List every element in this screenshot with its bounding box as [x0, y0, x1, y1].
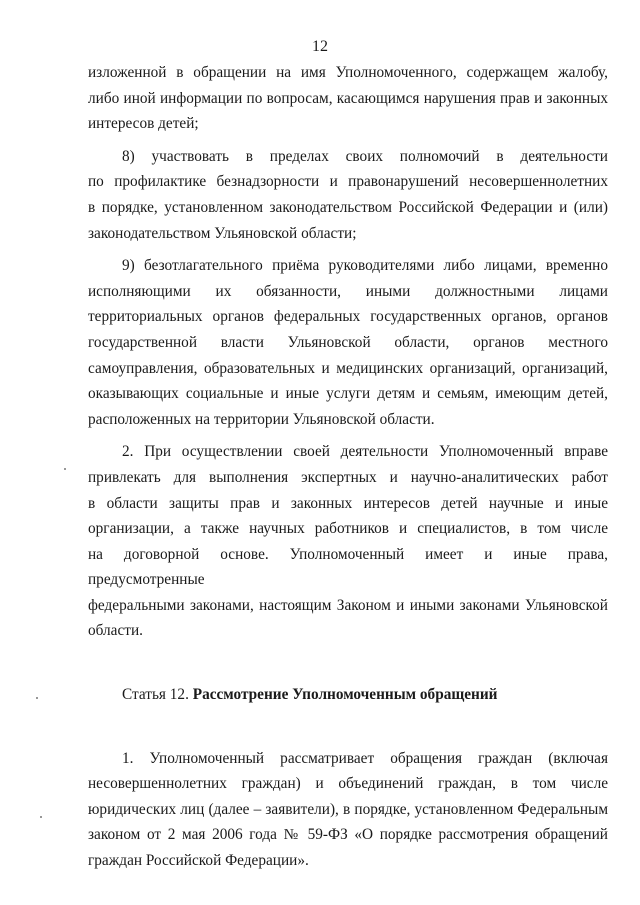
- paragraph: [88, 746, 608, 874]
- text-line: юридических лиц (далее – заявители), в порядке, установленном Федеральным: [88, 800, 608, 818]
- text-line: самоуправления, образовательных и медицинских организаций, организаций,: [88, 359, 608, 377]
- text-line: области.: [88, 622, 143, 640]
- text-line: либо иной информации по вопросам, касающимся нарушения прав и законных: [88, 89, 608, 107]
- text-line: в порядке, установленном законодательством Российской Федерации и (или): [88, 198, 608, 216]
- text-line: привлекать для выполнения экспертных и научно-аналитических работ: [88, 468, 608, 486]
- scan-speck: [40, 816, 42, 818]
- text-line: государственной власти Ульяновской области, органов местного: [88, 333, 608, 351]
- document-body: [88, 60, 608, 874]
- paragraphs-top: [88, 60, 608, 644]
- text-line: граждан Российской Федерации».: [88, 852, 309, 870]
- scan-speck: [64, 468, 66, 470]
- text-line: федеральными законами, настоящим Законом и иными законами Ульяновской: [88, 596, 608, 614]
- text-line: в области защиты прав и законных интересов детей научные и иные: [88, 494, 608, 512]
- paragraph: [88, 253, 608, 432]
- text-line: по профилактике безнадзорности и правонарушений несовершеннолетних: [88, 173, 608, 191]
- text-line: 8) участвовать в пределах своих полномочий в деятельности: [122, 147, 608, 165]
- text-line: интересов детей;: [88, 115, 199, 133]
- text-line: 9) безотлагательного приёма руководителями либо лицами, временно: [122, 257, 608, 275]
- text-line: изложенной в обращении на имя Уполномоченного, содержащем жалобу,: [88, 64, 608, 81]
- text-line: исполняющими их обязанности, иными должностными лицами: [88, 282, 608, 300]
- scan-speck: [36, 697, 38, 699]
- page-number: 12: [312, 38, 328, 55]
- text-line: расположенных на территории Ульяновской области.: [88, 410, 435, 428]
- paragraph: [88, 144, 608, 246]
- text-line: 2. При осуществлении своей деятельности Уполномоченный вправе: [122, 443, 608, 461]
- text-line: законодательством Ульяновской области;: [88, 224, 357, 242]
- text-line: 1. Уполномоченный рассматривает обращения граждан (включая: [122, 749, 608, 767]
- text-line: организации, а также научных работников и специалистов, в том числе: [88, 520, 608, 538]
- paragraph: [88, 60, 608, 137]
- paragraph: [88, 439, 608, 644]
- paragraphs-bottom: [88, 746, 608, 874]
- text-line: законом от 2 мая 2006 года № 59-ФЗ «О порядке рассмотрения обращений: [88, 826, 608, 844]
- article-prefix: Статья 12.: [122, 686, 193, 704]
- text-line: территориальных органов федеральных государственных органов, органов: [88, 308, 608, 326]
- text-line: оказывающих социальные и иные услуги детям и семьям, имеющим детей,: [88, 385, 608, 403]
- article-title: Рассмотрение Уполномоченным обращений: [192, 686, 498, 704]
- text-line: несовершеннолетних граждан) и объединений граждан, в том числе: [88, 775, 608, 793]
- article-heading: [88, 682, 608, 708]
- text-line: на договорной основе. Уполномоченный имеет и иные права, предусмотренные: [88, 545, 608, 589]
